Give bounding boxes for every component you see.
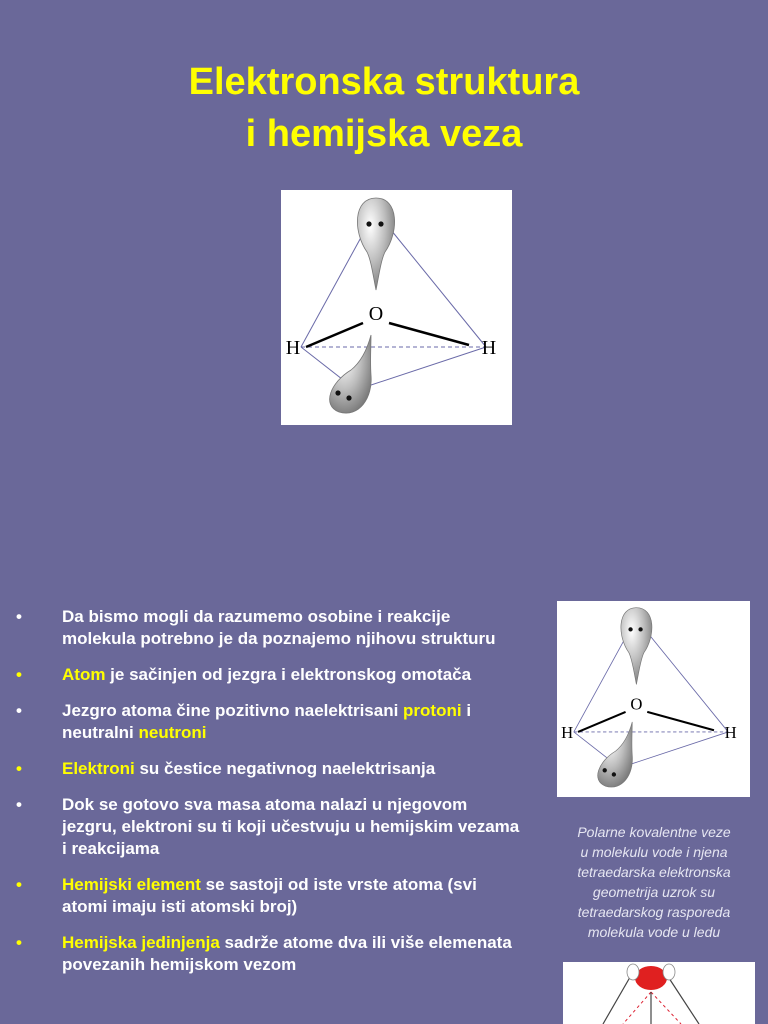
bullet-text: su čestice negativnog naelektrisanja (134, 759, 436, 778)
bullet-marker: • (16, 795, 22, 814)
bullet-item (14, 758, 524, 780)
bullet-marker: • (16, 701, 22, 720)
highlighted-term: Hemijski element (62, 875, 201, 894)
title-line-2: i hemijska veza (245, 113, 523, 155)
water-tetrahedron-diagram-small (557, 601, 750, 797)
caption-line: tetraedarska elektronska (577, 864, 731, 880)
bullet-item (14, 932, 524, 976)
small-atom-label-hydrogen-right: H (724, 722, 737, 742)
water-tetrahedron-diagram (281, 190, 512, 425)
small-atom-label-hydrogen-left: H (561, 722, 574, 742)
title-line-1: Elektronska struktura (188, 61, 580, 103)
highlighted-term: neutroni (138, 723, 207, 742)
bullet-text: Dok se gotovo sva masa atoma nalazi u njegovom jezgru, elektroni su ti koji učestvuju u hemijskim vezama i reakcijama (62, 795, 520, 858)
bullet-text: Jezgro atoma čine pozitivno naelektrisani (62, 701, 404, 720)
water-molecule-figure-small (557, 601, 750, 797)
bullet-item (14, 700, 524, 744)
caption-line: geometrija uzrok su (592, 884, 716, 900)
small-atom-label-oxygen: O (630, 694, 643, 714)
bullet-text: i neutralni (62, 701, 472, 742)
bullet-text: se sastoji od iste vrste atoma (svi atomi imaju isti atomski broj) (62, 875, 477, 916)
highlighted-term: Hemijska jedinjenja (62, 933, 220, 952)
bullet-marker: • (16, 933, 22, 952)
ice-structure-figure (563, 962, 755, 1024)
figure-caption (556, 822, 752, 942)
content-bullet-list (14, 606, 524, 990)
bullet-item (14, 874, 524, 918)
bullet-marker: • (16, 607, 22, 626)
bullet-marker: • (16, 665, 22, 684)
water-molecule-figure (281, 190, 512, 425)
bullet-text: je sačinjen od jezgra i elektronskog omotača (105, 665, 472, 684)
bullet-item (14, 794, 524, 860)
caption-line: tetraedarskog rasporeda (577, 904, 731, 920)
caption-line: u molekulu vode i njena (580, 844, 728, 860)
atom-label-oxygen: O (368, 303, 384, 325)
bullet-marker: • (16, 875, 22, 894)
slide-title (0, 56, 768, 160)
atom-label-hydrogen-left: H (285, 337, 301, 359)
bullet-text: Da bismo mogli da razumemo osobine i reakcije molekula potrebno je da poznajemo njihovu strukturu (62, 607, 496, 648)
caption-line: molekula vode u ledu (587, 924, 721, 940)
highlighted-term: protoni (403, 701, 462, 720)
lone-pair-lobe-top (357, 198, 394, 290)
caption-line: Polarne kovalentne veze (577, 824, 731, 840)
atom-label-hydrogen-right: H (481, 337, 497, 359)
highlighted-term: Elektroni (62, 759, 135, 778)
bullet-item (14, 664, 524, 686)
bullet-marker: • (16, 759, 22, 778)
bullet-item (14, 606, 524, 650)
highlighted-term: Atom (62, 665, 106, 684)
bullet-text: sadrže atome dva ili više elemenata povezanih hemijskom vezom (62, 933, 512, 974)
ice-structure-diagram (563, 962, 755, 1024)
